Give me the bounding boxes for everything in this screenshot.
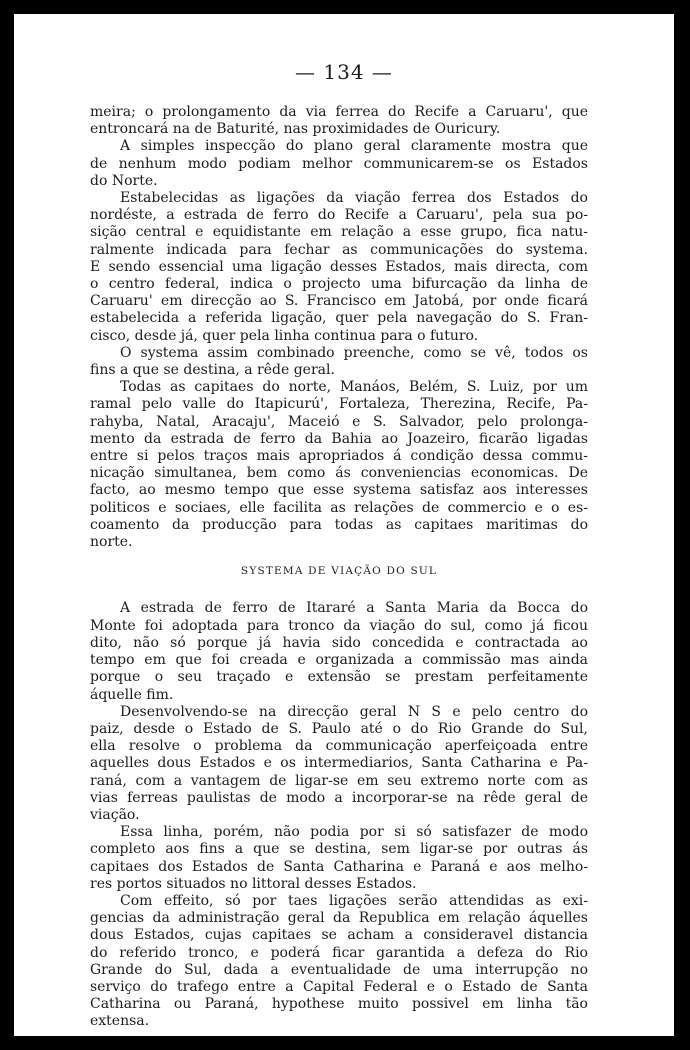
text-block-top bbox=[90, 104, 588, 551]
text-line: Estabelecidas as ligações da viação ferrea dos Estados do bbox=[120, 190, 588, 207]
text-line: porque o seu traçado e extensão se prestam perfeitamente bbox=[90, 669, 588, 686]
text-line: estabelecida a referida ligação, quer pela navegação do S. Fran- bbox=[90, 310, 588, 327]
paragraph bbox=[90, 138, 588, 190]
text-line: Essa linha, porém, não podia por si só satisfazer de modo bbox=[120, 824, 588, 841]
text-line: o centro federal, indica o projecto uma bifurcação da linha de bbox=[90, 276, 588, 293]
text-line: facto, ao mesmo tempo que esse systema satisfaz aos interesses bbox=[90, 482, 588, 499]
text-line: O systema assim combinado preenche, como se vê, todos os bbox=[120, 344, 588, 361]
body-text bbox=[90, 104, 588, 1031]
text-line: Com effeito, só por taes ligações serão attendidas as exi- bbox=[120, 892, 588, 909]
text-line: Monte foi adoptada para tronco da viação do sul, como já ficou bbox=[90, 617, 588, 634]
text-line: do Norte. bbox=[90, 172, 158, 189]
text-line: E sendo essencial uma ligação desses Estados, mais directa, com bbox=[90, 258, 588, 275]
text-line: entre si pelos traços mais apropriados á condição dessa commu- bbox=[90, 448, 588, 465]
text-block-bottom bbox=[90, 600, 588, 1030]
text-line: extensa. bbox=[90, 1013, 150, 1030]
text-line: ramal pelo valle do Itapicurú', Fortaleza, Therezina, Recife, Pa- bbox=[90, 396, 588, 413]
text-line: aquelles dous Estados e os intermediarios, Santa Catharina e Pa- bbox=[90, 755, 588, 772]
paragraph bbox=[90, 379, 588, 551]
text-line: dito, não só porque já havia sido concedida e contractada ao bbox=[90, 634, 588, 651]
paragraph bbox=[90, 704, 588, 824]
text-line: Catharina ou Paraná, hypothese muito possivel em linha tão bbox=[90, 996, 588, 1013]
text-line: norte. bbox=[90, 534, 133, 551]
text-line: paiz, desde o Estado de S. Paulo até o do Rio Grande do Sul, bbox=[90, 720, 588, 737]
text-line: A simples inspecção do plano geral claramente mostra que bbox=[120, 138, 588, 155]
page-number: — 134 — bbox=[295, 60, 393, 84]
text-line: meira; o prolongamento da via ferrea do Recife a Caruaru', que bbox=[90, 104, 588, 120]
text-line: politicos e sociaes, elle facilita as relações de commercio e o es- bbox=[90, 499, 588, 516]
text-line: mento da estrada de ferro da Bahia ao Joazeiro, ficarão ligadas bbox=[90, 430, 588, 447]
text-line: coamento da producção para todas as capitaes maritimas do bbox=[90, 516, 588, 533]
paragraph bbox=[90, 345, 588, 379]
text-line: res portos situados no littoral desses Estados. bbox=[90, 875, 417, 892]
text-line: fins a que se destina, a rêde geral. bbox=[90, 362, 335, 379]
text-line: Desenvolvendo-se na direcção geral N S e pelo centro do bbox=[120, 703, 588, 720]
text-line: Grande do Sul, dada a eventualidade de uma interrupção no bbox=[90, 961, 588, 978]
text-line: do referido tronco, e poderá ficar garantida a defeza do Rio bbox=[90, 944, 588, 961]
text-line: viação. bbox=[90, 806, 140, 823]
text-line: vias ferreas paulistas de modo a incorporar-se na rêde geral de bbox=[90, 789, 588, 806]
text-line: ella resolve o problema da communicação aperfeiçoada entre bbox=[90, 738, 588, 755]
text-line: entroncará na de Baturité, nas proximidades de Ouricury. bbox=[90, 121, 501, 138]
text-line: Caruaru' em direcção ao S. Francisco em Jatobá, por onde ficará bbox=[90, 293, 588, 310]
text-line: nicação simultanea, bem como ás conveniencias economicas. De bbox=[90, 465, 588, 482]
paragraph bbox=[90, 104, 588, 138]
text-line: completo aos fins a que se destina, sem ligar-se por outras ás bbox=[90, 841, 588, 858]
text-line: rahyba, Natal, Aracaju', Maceió e S. Salvador, pelo prolonga- bbox=[90, 413, 588, 430]
text-line: serviço do trafego entre a Capital Federal e o Estado de Santa bbox=[90, 978, 588, 995]
paragraph bbox=[90, 824, 588, 893]
paragraph bbox=[90, 600, 588, 703]
text-line: ralmente indicada para fechar as communicações do systema. bbox=[90, 241, 588, 258]
section-heading: SYSTEMA DE VIAÇÃO DO SUL bbox=[240, 565, 438, 578]
text-line: raná, com a vantagem de ligar-se em seu extremo norte com as bbox=[90, 772, 588, 789]
text-line: capitaes dos Estados de Santa Catharina e Paraná e aos melho- bbox=[90, 858, 588, 875]
book-page bbox=[14, 14, 674, 1036]
paragraph bbox=[90, 190, 588, 345]
text-line: áquelle fim. bbox=[90, 686, 174, 703]
text-line: sição central e equidistante em relação a esse grupo, fica natu- bbox=[90, 224, 588, 241]
text-line: de nenhum modo podiam melhor communicarem-se os Estados bbox=[90, 155, 588, 172]
text-line: tempo em que foi creada e organizada a commissão mas ainda bbox=[90, 652, 588, 669]
text-line: nordéste, a estrada de ferro do Recife a Caruaru', pela sua po- bbox=[90, 207, 588, 224]
text-line: gencias da administração geral da Republica em relação áquelles bbox=[90, 910, 588, 927]
text-line: cisco, desde já, quer pela linha continua para o futuro. bbox=[90, 327, 479, 344]
text-line: dous Estados, cujas capitaes se acham a consideravel distancia bbox=[90, 927, 588, 944]
text-line: Todas as capitaes do norte, Manáos, Belém, S. Luiz, por um bbox=[120, 379, 588, 396]
paragraph bbox=[90, 893, 588, 1031]
text-line: A estrada de ferro de Itararé a Santa Maria da Bocca do bbox=[120, 600, 588, 617]
